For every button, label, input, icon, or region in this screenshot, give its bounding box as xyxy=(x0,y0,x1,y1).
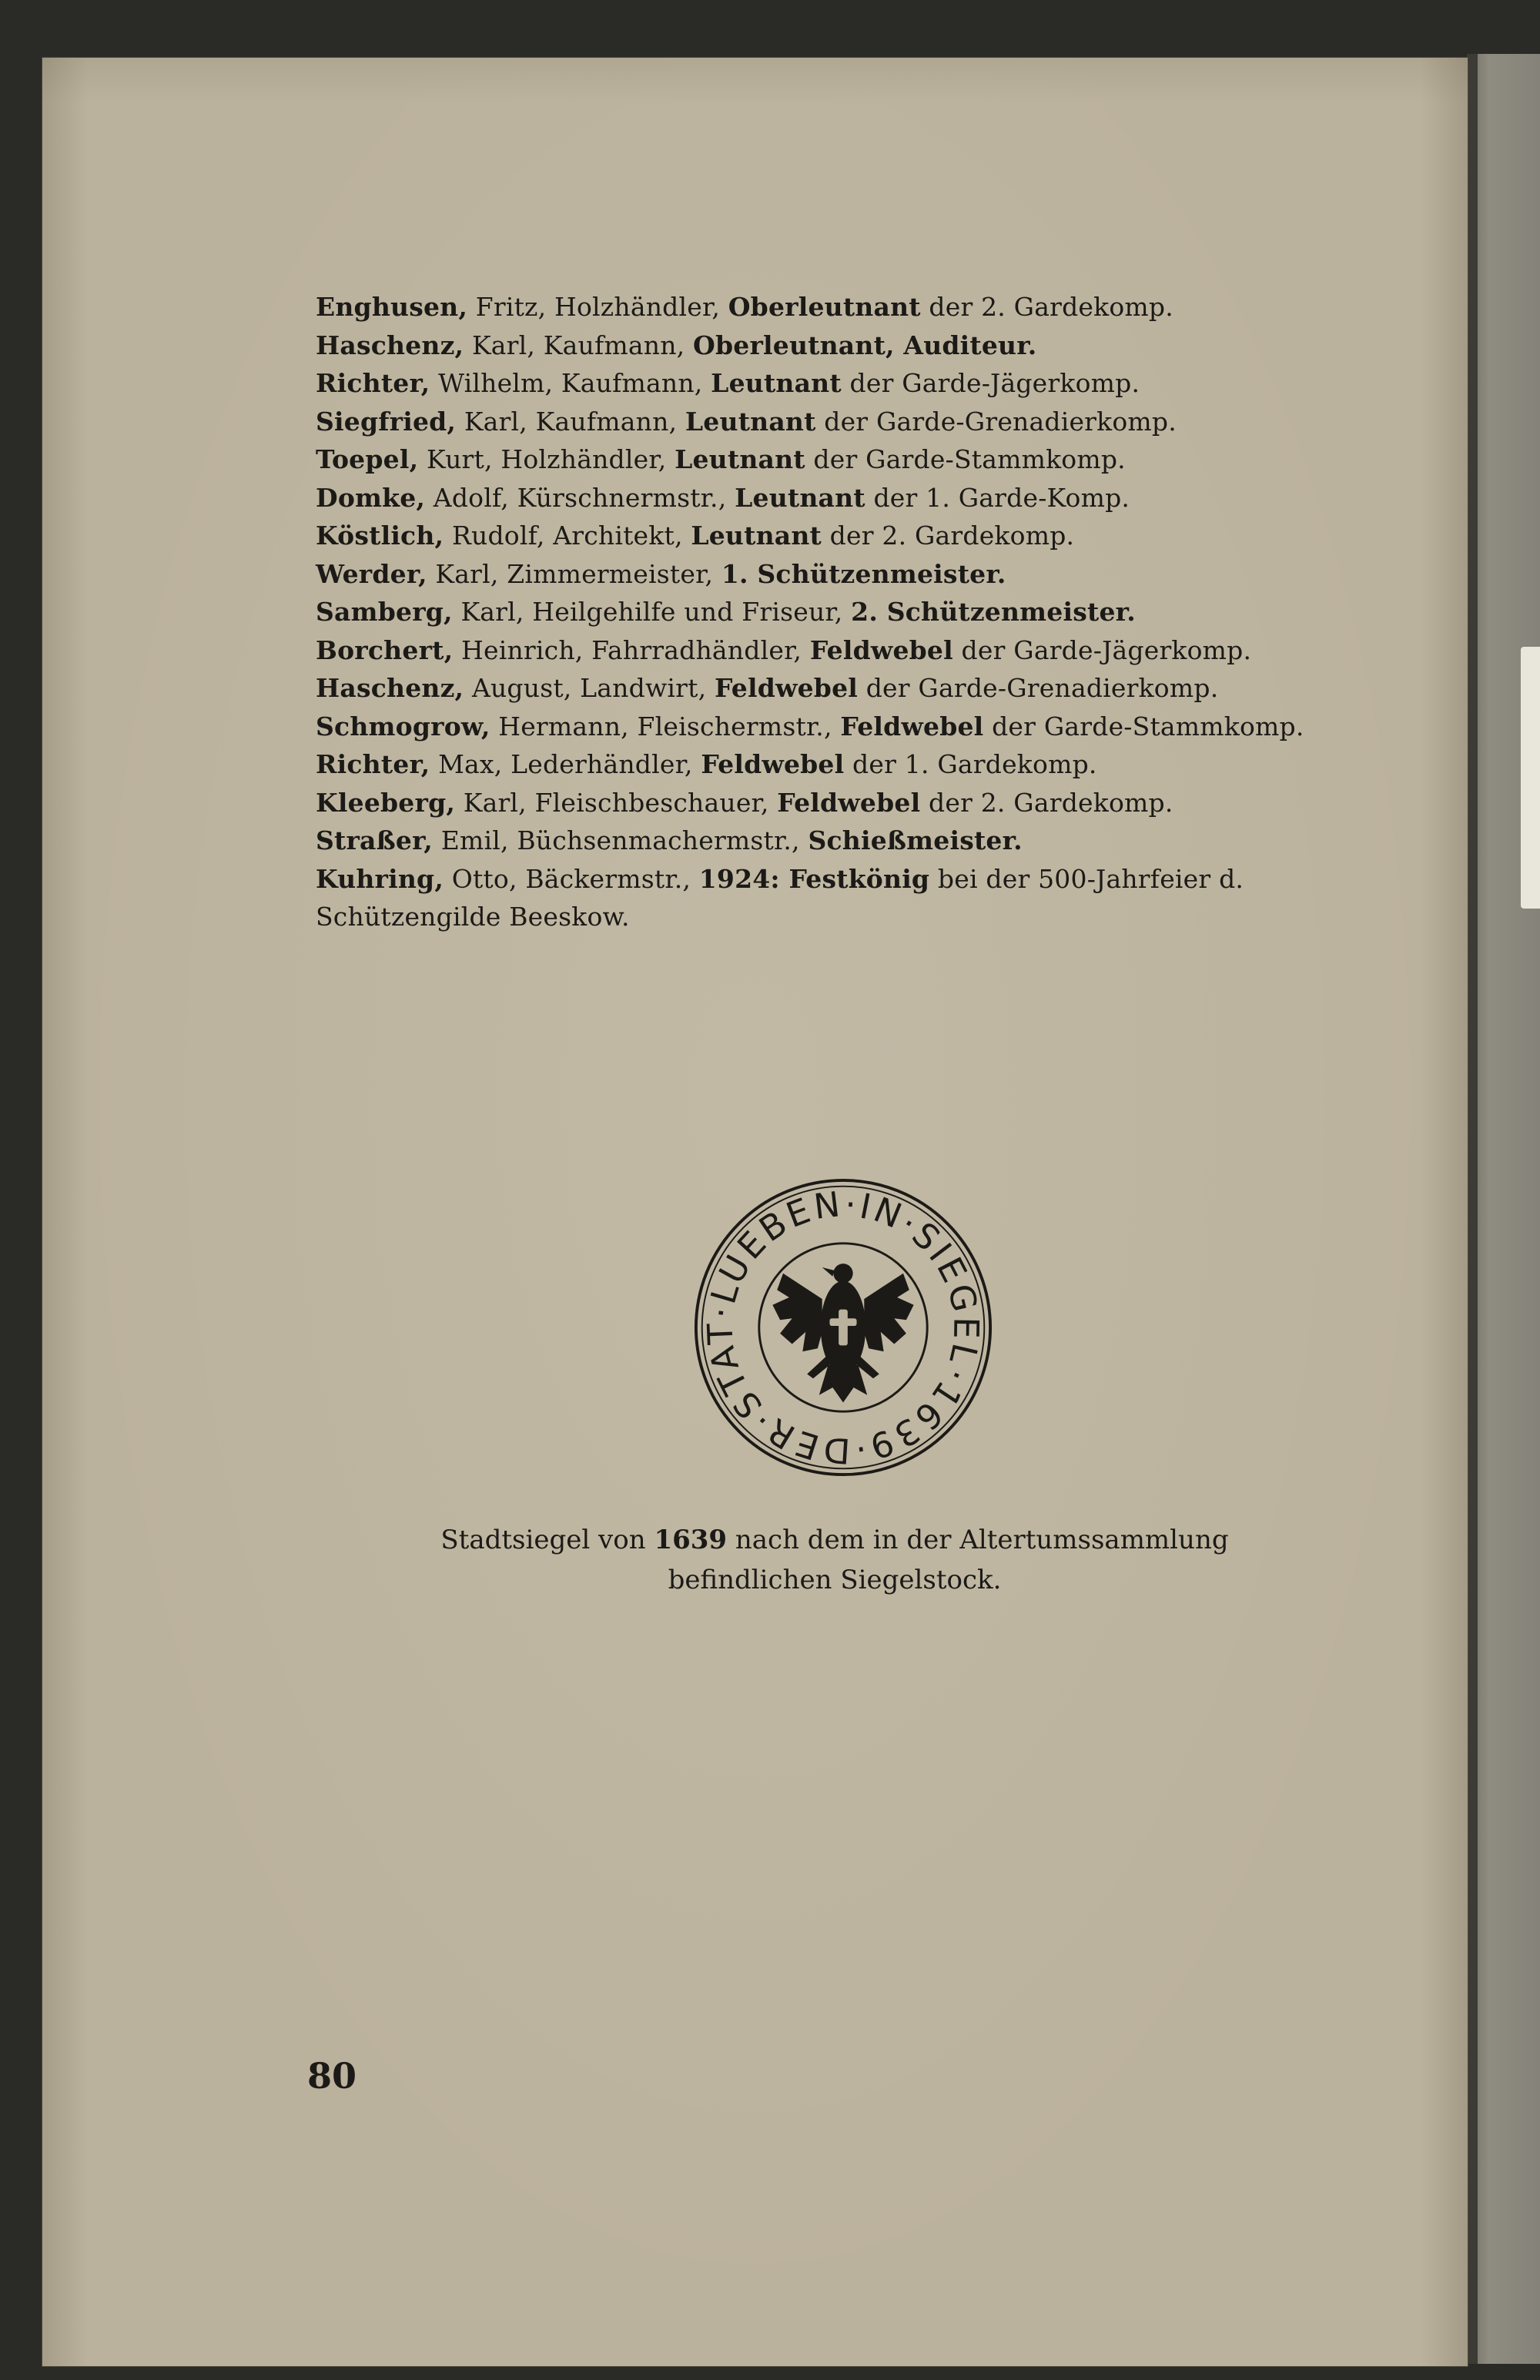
list-item: Samberg, Karl, Heilgehilfe und Friseur, 2. Schützenmeister. xyxy=(316,597,1136,627)
list-item: Richter, Wilhelm, Kaufmann, Leutnant der Garde-Jägerkomp. xyxy=(316,368,1140,398)
seal-caption: Stadtsiegel von 1639 nach dem in der Altertumssammlung befindlichen Siegelstock. xyxy=(440,1525,1229,1595)
list-item: Köstlich, Rudolf, Architekt, Leutnant der 2. Gardekomp. xyxy=(316,521,1075,551)
list-item: Siegfried, Karl, Kaufmann, Leutnant der Garde-Grenadierkomp. xyxy=(316,406,1177,437)
adjacent-page-edge xyxy=(1467,54,1540,2364)
city-seal-image xyxy=(693,1177,993,1478)
list-item: Borchert, Heinrich, Fahrradhändler, Feldwebel der Garde-Jägerkomp. xyxy=(316,634,1252,665)
list-item: Richter, Max, Lederhändler, Feldwebel der 1. Gardekomp. xyxy=(316,749,1097,779)
list-item: Werder, Karl, Zimmermeister, 1. Schützenmeister. xyxy=(316,558,1006,589)
page-number: 80 xyxy=(307,2055,357,2097)
list-item: Schmogrow, Hermann, Fleischermstr., Feldwebel der Garde-Stammkomp. xyxy=(316,711,1304,741)
list-item: Haschenz, August, Landwirt, Feldwebel der Garde-Grenadierkomp. xyxy=(316,673,1219,703)
bookmark-tab xyxy=(1521,647,1540,909)
list-item: Toepel, Kurt, Holzhändler, Leutnant der Garde-Stammkomp. xyxy=(316,444,1126,474)
list-item: Enghusen, Fritz, Holzhändler, Oberleutnant der 2. Gardekomp. xyxy=(316,292,1173,322)
book-page xyxy=(42,57,1468,2367)
list-item: Haschenz, Karl, Kaufmann, Oberleutnant, Auditeur. xyxy=(316,330,1037,360)
seal-inscription: ·1639·DER·STAT·LUEBEN·IN·SIEGEL xyxy=(699,1183,987,1472)
list-item: Kuhring, Otto, Bäckermstr., 1924: Festkönig bei der 500-Jahrfeier d. Schützengilde Beeskow. xyxy=(316,863,1244,932)
member-list xyxy=(316,288,1394,936)
list-item: Straßer, Emil, Büchsenmachermstr., Schießmeister. xyxy=(316,825,1023,855)
list-item: Kleeberg, Karl, Fleischbeschauer, Feldwebel der 2. Gardekomp. xyxy=(316,787,1173,818)
list-item: Domke, Adolf, Kürschnermstr., Leutnant der 1. Garde-Komp. xyxy=(316,482,1130,513)
